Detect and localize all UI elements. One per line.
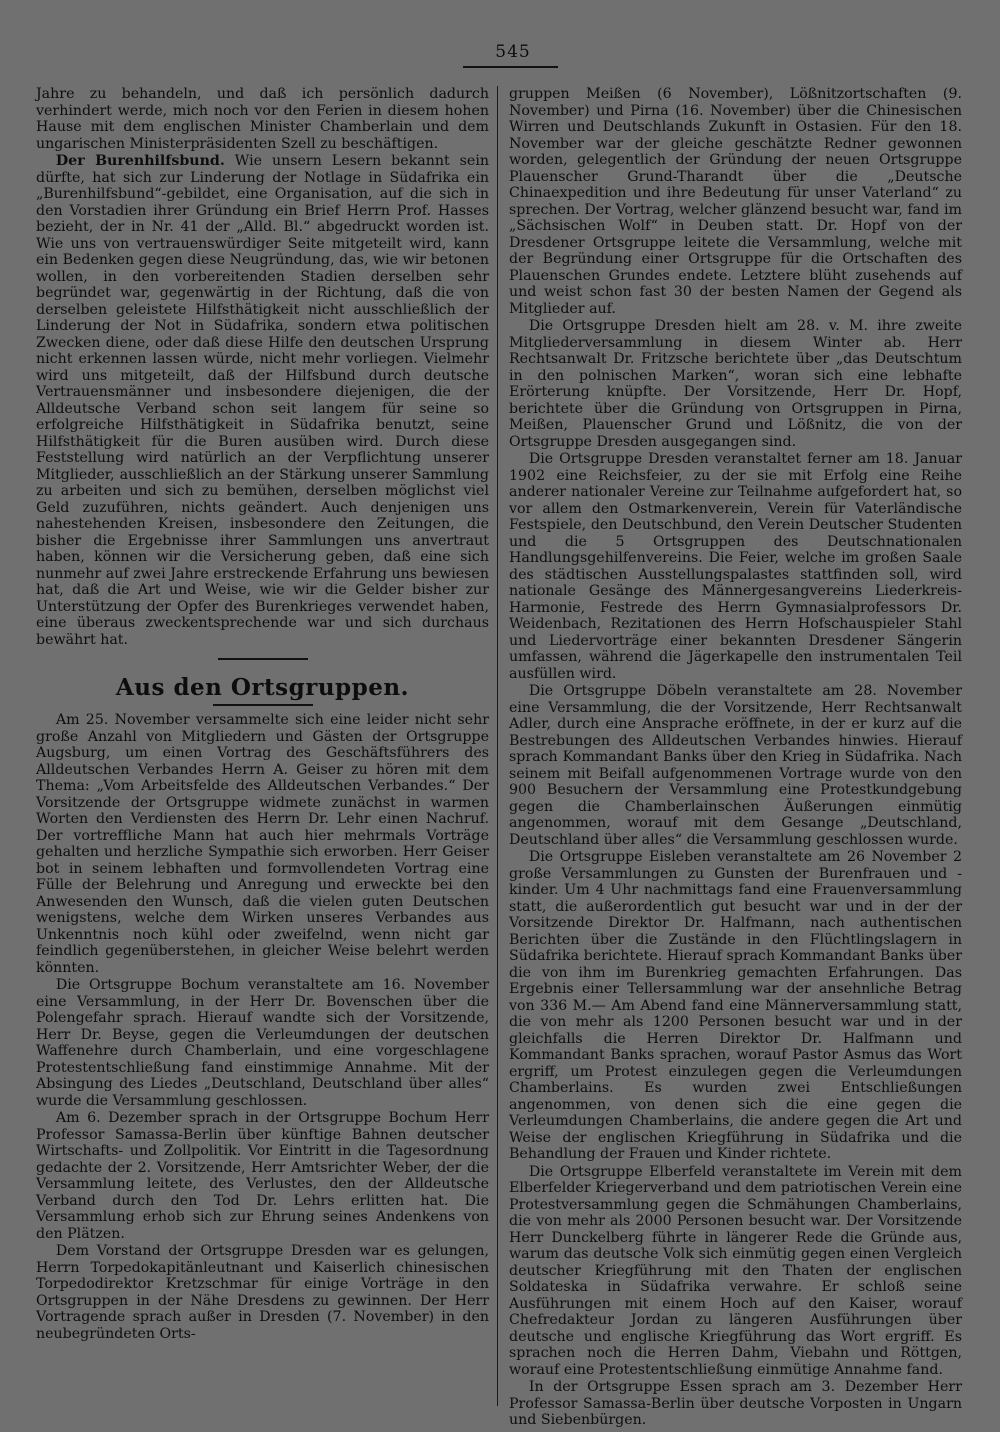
paragraph-lead: Der Burenhilfsbund. bbox=[55, 153, 225, 169]
paragraph-continuation: Jahre zu behandeln, und daß ich persönlich dadurch verhindert werde, mich noch vor den Ferien in diesem hohen Hause mit dem englischen Minister Chamberlain und dem ungarischen Ministerpräsidenten Szell zu beschäftigen. bbox=[36, 86, 489, 152]
paragraph-burenhilfsbund bbox=[36, 153, 489, 648]
paragraph-dresden-3: Die Ortsgruppe Dresden veranstaltet ferner am 18. Januar 1902 eine Reichsfeier, zu der sie mit Erfolg eine Reihe anderer nationaler Vereine zur Teilnahme aufgefordert hat, so vor allem den Ostmarkenverein, Verein für Vaterländische Festspiele, den Deutschbund, den Verein Deutscher Studenten und die 5 Ortsgruppen des Deutschnationalen Handlungsgehilfenvereins. Die Feier, welche im großen Saale des städtischen Ausstellungspalastes stattfinden soll, wird nationale Gesänge des Männergesangvereins Liederkreis-Harmonie, Festrede des Herrn Gymnasialprofessors Dr. Weidenbach, Rezitationen des Herrn Hofschauspieler Stahl und Liedervorträge einer bekannten Dresdener Sängerin umfassen, während die Jägerkapelle den instrumentalen Teil ausfüllen wird. bbox=[509, 451, 962, 682]
left-column bbox=[36, 86, 489, 1416]
paragraph-dresden-2: Die Ortsgruppe Dresden hielt am 28. v. M. ihre zweite Mitgliederversammlung in diesem Winter ab. Herr Rechtsanwalt Dr. Fritzsche berichtete über „das Deutschtum in den polnischen Marken“, woran sich eine lebhafte Erörterung knüpfte. Der Vorsitzende, Herr Dr. Hopf, berichtete über die Gründung von Ortsgruppen in Pirna, Meißen, Plauenscher Grund und Lößnitz, die von der Ortsgruppe Dresden ausgegangen sind. bbox=[509, 318, 962, 450]
paragraph-eisleben: Die Ortsgruppe Eisleben veranstaltete am 26 November 2 große Versammlungen zu Gunsten der Burenfrauen und -kinder. Um 4 Uhr nachmittags fand eine Frauenversammlung statt, die außerordentlich gut besucht war und in der der Vorsitzende Direktor Dr. Halfmann, nach authentischen Berichten über die Zustände in den Flüchtlingslagern in Südafrika berichtete. Hierauf sprach Kommandant Banks über die von ihm im Burenkrieg gemachten Erfahrungen. Das Ergebnis einer Tellersammlung war der ansehnliche Betrag von 336 M.— Am Abend fand eine Männerversammlung statt, die von mehr als 1200 Personen besucht war und in der gleichfalls die Herren Direktor Dr. Halfmann und Kommandant Banks sprachen, worauf Pastor Asmus das Wort ergriff, um Protest einzulegen gegen die Verleumdungen Chamberlains. Es wurden zwei Entschließungen angenommen, von denen sich die eine gegen die Verleumdungen Chamberlains, die andere gegen die Art und Weise der englischen Kriegführung in Südafrika und die Behandlung der Frauen und Kinder richtete. bbox=[509, 849, 962, 1162]
page-number: 545 bbox=[495, 42, 531, 62]
page-number-rule bbox=[463, 66, 558, 68]
paragraph-doebeln: Die Ortsgruppe Döbeln veranstaltete am 28. November eine Versammlung, die der Vorsitzende, Herr Rechtsanwalt Adler, durch eine Ansprache eröffnete, in der er kurz auf die Bestrebungen des Alldeutschen Verbandes hinwies. Hierauf sprach Kommandant Banks über den Krieg in Südafrika. Nach seinem mit Beifall aufgenommenen Vortrage wurde von den 900 Besuchern der Versammlung eine Protestkundgebung gegen die Chamberlainschen Äußerungen einmütig angenommen, worauf mit dem Gesange „Deutschland, Deutschland über alles“ die Versammlung geschlossen wurde. bbox=[509, 683, 962, 848]
section-rule-top bbox=[218, 658, 308, 660]
paragraph-augsburg: Am 25. November versammelte sich eine leider nicht sehr große Anzahl von Mitgliedern und Gästen der Ortsgruppe Augsburg, um einen Vortrag des Geschäftsführers des Alldeutschen Verbandes Herrn A. Geiser zu hören mit dem Thema: „Vom Arbeitsfelde des Alldeutschen Verbandes.“ Der Vorsitzende der Ortsgruppe widmete zunächst in warmen Worten den Verdiensten des Herrn Dr. Lehr einen Nachruf. Der vortreffliche Mann hat auch hier mehrmals Vorträge gehalten und herzliche Sympathie sich erworben. Herr Geiser bot in seinem lebhaften und formvollendeten Vortrag eine Fülle der Belehrung und Anregung und erweckte bei den Anwesenden den Wunsch, daß die vielen guten Deutschen wenigstens, welche dem Wirken unseres Verbandes aus Unkenntnis noch kühl oder zweifelnd, wenn nicht gar feindlich gegenüberstehen, in gleicher Weise belehrt werden könnten. bbox=[36, 712, 489, 976]
paragraph-body: Wie unsern Lesern bekannt sein dürfte, hat sich zur Linderung der Notlage in Südafrika ein „Burenhilfsbund“-gebildet, eine Organisation, auf die sich in den Vorstadien ihrer Gründung ein Brief Herrn Prof. Hasses bezieht, der in Nr. 41 der „Alld. Bl.“ abgedruckt worden ist. Wie uns von vertrauenswürdiger Seite mitgeteilt wird, kann ein Bedenken gegen diese Neugründung, das, wie wir betonen wollen, in den vorbereitenden Stadien derselben sehr begründet war, gegenwärtig in der Richtung, daß die von derselben geleistete Hilfsthätigkeit nicht ausschließlich der Linderung der Not in Südafrika, sondern etwa politischen Zwecken diene, oder daß diese Hilfe den deutschen Ursprung nicht erkennen lassen würde, nicht mehr vorliegen. Vielmehr wird uns mitgeteilt, daß der Hilfsbund durch deutsche Vertrauensmänner und insbesondere diejenigen, die der Alldeutsche Verband schon seit langem für seine so erfolgreiche Hilfsthätigkeit in Südafrika benutzt, seine Hilfsthätigkeit für die Buren ausüben wird. Durch diese Feststellung wird natürlich an der Verpflichtung unserer Mitglieder, ausschließlich an der Stärkung unserer Sammlung zu arbeiten und sich zu bemühen, derselben möglichst viel Geld zuzuführen, nichts geändert. Auch denjenigen uns nahestehenden Kreisen, insbesondere den Zeitungen, die bisher die Ergebnisse ihrer Sammlungen uns anvertraut haben, können wir die Versicherung geben, daß eine sich nunmehr auf zwei Jahre erstreckende Erfahrung uns bewiesen hat, daß die Art und Weise, wie wir die Gelder bisher zur Unterstützung der Opfer des Burenkrieges verwendet haben, eine überaus zweckentsprechende war und sich durchaus bewährt hat. bbox=[36, 153, 489, 648]
paragraph-bochum-2: Am 6. Dezember sprach in der Ortsgruppe Bochum Herr Professor Samassa-Berlin über künftige Bahnen deutscher Wirtschafts- und Zollpolitik. Vor Eintritt in die Tagesordnung gedachte der 2. Vorsitzende, Herr Amtsrichter Weber, der die Versammlung leitete, des Verlustes, den der Alldeutsche Verband durch den Tod Dr. Lehrs erlitten hat. Die Versammlung erhob sich zur Ehrung seines Andenkens von den Plätzen. bbox=[36, 1110, 489, 1242]
paragraph-essen: In der Ortsgruppe Essen sprach am 3. Dezember Herr Professor Samassa-Berlin über deutsche Vorposten in Ungarn und Siebenbürgen. bbox=[509, 1379, 962, 1428]
right-column bbox=[509, 86, 962, 1428]
paragraph-bochum-1: Die Ortsgruppe Bochum veranstaltete am 16. November eine Versammlung, in der Herr Dr. Bovenschen über die Polengefahr sprach. Hierauf wandte sich der Vorsitzende, Herr Dr. Beyse, gegen die Verleumdungen der deutschen Waffenehre durch Chamberlain, und eine vorgeschlagene Protestentschließung fand einstimmige Annahme. Mit der Absingung des Liedes „Deutschland, Deutschland über alles“ wurde die Versammlung geschlossen. bbox=[36, 977, 489, 1109]
section-heading-rule bbox=[213, 704, 313, 706]
paragraph-elberfeld: Die Ortsgruppe Elberfeld veranstaltete im Verein mit dem Elberfelder Kriegerverband und dem patriotischen Verein eine Protestversammlung gegen die Schmähungen Chamberlains, die von mehr als 2000 Personen besucht war. Der Vorsitzende Herr Dunckelberg führte in längerer Rede die Gründe aus, warum das deutsche Volk sich einmütig gegen einen Vergleich deutscher Kriegführung mit den Thaten der englischen Soldateska in Südafrika verwahre. Er schloß seine Ausführungen mit einem Hoch auf den Kaiser, worauf Chefredakteur Jordan zu längeren Ausführungen über deutsche und englische Kriegführung das Wort ergriff. Es sprachen noch die Herren Dahm, Viebahn und Röttgen, worauf eine Protestentschließung einmütige Annahme fand. bbox=[509, 1163, 962, 1378]
section-heading: Aus den Ortsgruppen. bbox=[115, 674, 410, 701]
column-divider bbox=[497, 86, 498, 1406]
paragraph-dresden-1: Dem Vorstand der Ortsgruppe Dresden war es gelungen, Herrn Torpedokapitänleutnant und Kaiserlich chinesischen Torpedodirektor Kretzschmar für einige Vorträge in den Ortsgruppen in der Nähe Dresdens zu gewinnen. Der Herr Vortragende sprach außer in Dresden (7. November) in den neubegründeten Orts- bbox=[36, 1243, 489, 1342]
paragraph-continuation: gruppen Meißen (6 November), Lößnitzortschaften (9. November) und Pirna (16. November) über die Chinesischen Wirren und Deutschlands Zukunft in Ostasien. Für den 18. November war der gleiche geschätzte Redner gewonnen worden, gelegentlich der Gründung der neuen Ortsgruppe Plauenscher Grund-Tharandt über die „Deutsche Chinaexpedition und ihre Bedeutung für unser Vaterland“ zu sprechen. Der Vortrag, welcher glänzend besucht war, fand im „Sächsischen Wolf“ in Deuben statt. Dr. Hopf von der Dresdener Ortsgruppe leitete die Versammlung, welche mit der Begründung einer Ortsgruppe für die Ortschaften des Plauenschen Grundes endete. Letztere blüht zusehends auf und weist schon fast 30 der besten Namen der Gegend als Mitglieder auf. bbox=[509, 86, 962, 317]
